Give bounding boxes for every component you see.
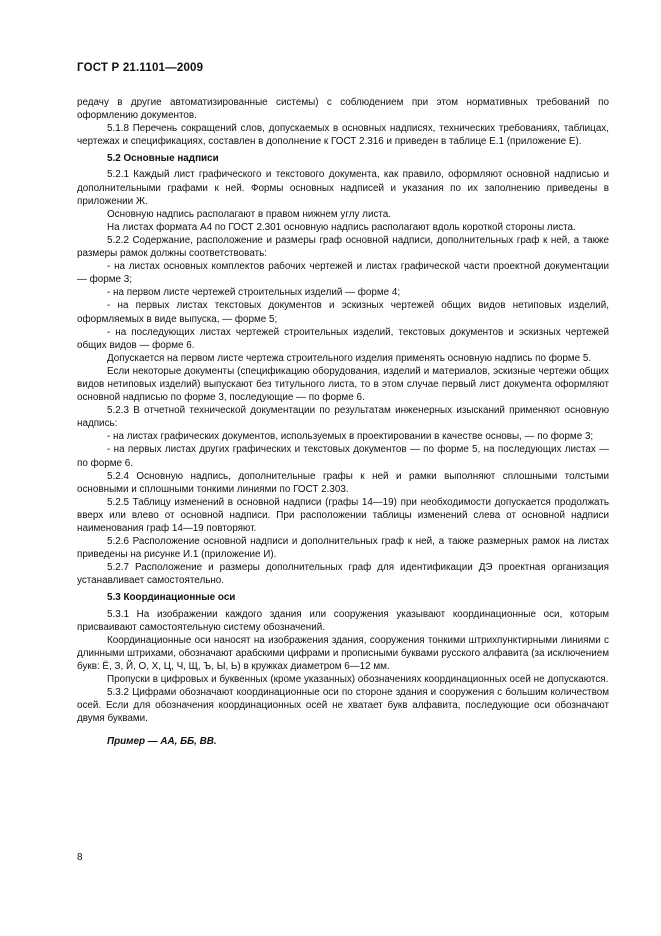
paragraph: 5.3.2 Цифрами обозначают координационные оси по стороне здания и сооружения с большим количеством осей. Если для обозначения координационных осей не хватает букв алфавита, последующие оси обозначают двумя буквами.	[77, 687, 609, 725]
paragraph: редачу в другие автоматизированные системы) с соблюдением при этом нормативных требований по оформлению документов.	[77, 97, 609, 122]
paragraph: 5.2.4 Основную надпись, дополнительные графы к ней и рамки выполняют сплошными толстыми основными и сплошными тонкими линиями по ГОСТ 2.303.	[77, 470, 609, 495]
paragraph: - на листах основных комплектов рабочих чертежей и листах графической части проектной документации — форме 3;	[77, 261, 609, 286]
paragraph: 5.2.2 Содержание, расположение и размеры граф основной надписи, дополнительных граф к ней, а также размеры рамок должны соответствовать:	[77, 234, 609, 260]
paragraph: - на последующих листах чертежей строительных изделий, текстовых документов и эскизных чертежей общих видов — форме 6.	[77, 326, 609, 351]
paragraph: Если некоторые документы (спецификацию оборудования, изделий и материалов, эскизные чертежи общих видов нетиповых изделий) выпускают без титульного листа, то в этом случае первый лист документа оформляют основной надписью по форме 3, последующие — по форме 6.	[77, 365, 609, 404]
paragraph: 5.1.8 Перечень сокращений слов, допускаемых в основных надписях, технических требованиях, таблицах, чертежах и спецификациях, составлен в дополнение к ГОСТ 2.316 и приведен в таблице Е.1 (приложение Е).	[77, 123, 609, 148]
paragraph: Координационные оси наносят на изображения здания, сооружения тонкими штрихпунктирными линиями с длинными штрихами, обозначают арабскими цифрами и прописными буквами русского алфавита (за исключением букв: Ё, З, Й, О, Х, Ц, Ч, Щ, Ъ, Ы, Ь) в кружках диаметром 6—12 мм.	[77, 634, 609, 672]
section-heading: 5.2 Основные надписи	[107, 153, 219, 165]
paragraph: - на первых листах текстовых документов и эскизных чертежей общих видов нетиповых изделий, оформляемых в виде выпуска, — форме 5;	[77, 300, 609, 325]
paragraph: Пропуски в цифровых и буквенных (кроме указанных) обозначениях координационных осей не допускаются.	[107, 674, 609, 686]
document-body	[77, 96, 609, 749]
paragraph: 5.2.7 Расположение и размеры дополнительных граф для идентификации ДЭ проектная организация устанавливает самостоятельно.	[77, 562, 609, 587]
page-number: 8	[77, 852, 83, 863]
paragraph: - на листах графических документов, используемых в проектировании в качестве основы, — по форме 3;	[107, 431, 594, 443]
section-heading: 5.3 Координационные оси	[107, 592, 236, 604]
paragraph: - на первом листе чертежей строительных изделий — форме 4;	[107, 287, 401, 299]
example-text: Пример — АА, ББ, ВВ.	[107, 736, 217, 748]
paragraph: 5.2.6 Расположение основной надписи и дополнительных граф к ней, а также размерных рамок на листах приведены на рисунке И.1 (приложение И).	[77, 536, 609, 561]
paragraph: Допускается на первом листе чертежа строительного изделия применять основную надпись по форме 5.	[107, 352, 592, 364]
paragraph: Основную надпись располагают в правом нижнем углу листа.	[107, 208, 392, 220]
paragraph: На листах формата А4 по ГОСТ 2.301 основную надпись располагают вдоль короткой стороны листа.	[107, 221, 576, 233]
paragraph: 5.2.5 Таблицу изменений в основной надписи (графы 14—19) при необходимости допускается продолжать вверх или влево от основной надписи. При расположении таблицы изменений слева от основной надписи наименования граф 14—19 повторяют.	[77, 496, 609, 534]
document-header: ГОСТ Р 21.1101—2009	[77, 62, 204, 74]
paragraph: 5.2.3 В отчетной технической документации по результатам инженерных изысканий применяют основную надпись:	[77, 405, 609, 430]
paragraph: 5.3.1 На изображении каждого здания или сооружения указывают координационные оси, которым присваивают самостоятельную систему обозначений.	[77, 608, 609, 633]
paragraph: - на первых листах других графических и текстовых документов — по форме 5, на последующих листах — по форме 6.	[77, 444, 609, 469]
paragraph: 5.2.1 Каждый лист графического и текстового документа, как правило, оформляют основной надписью и дополнительными графами к ней. Формы основных надписей и указания по их заполнению приведены в приложении Ж.	[77, 169, 609, 207]
